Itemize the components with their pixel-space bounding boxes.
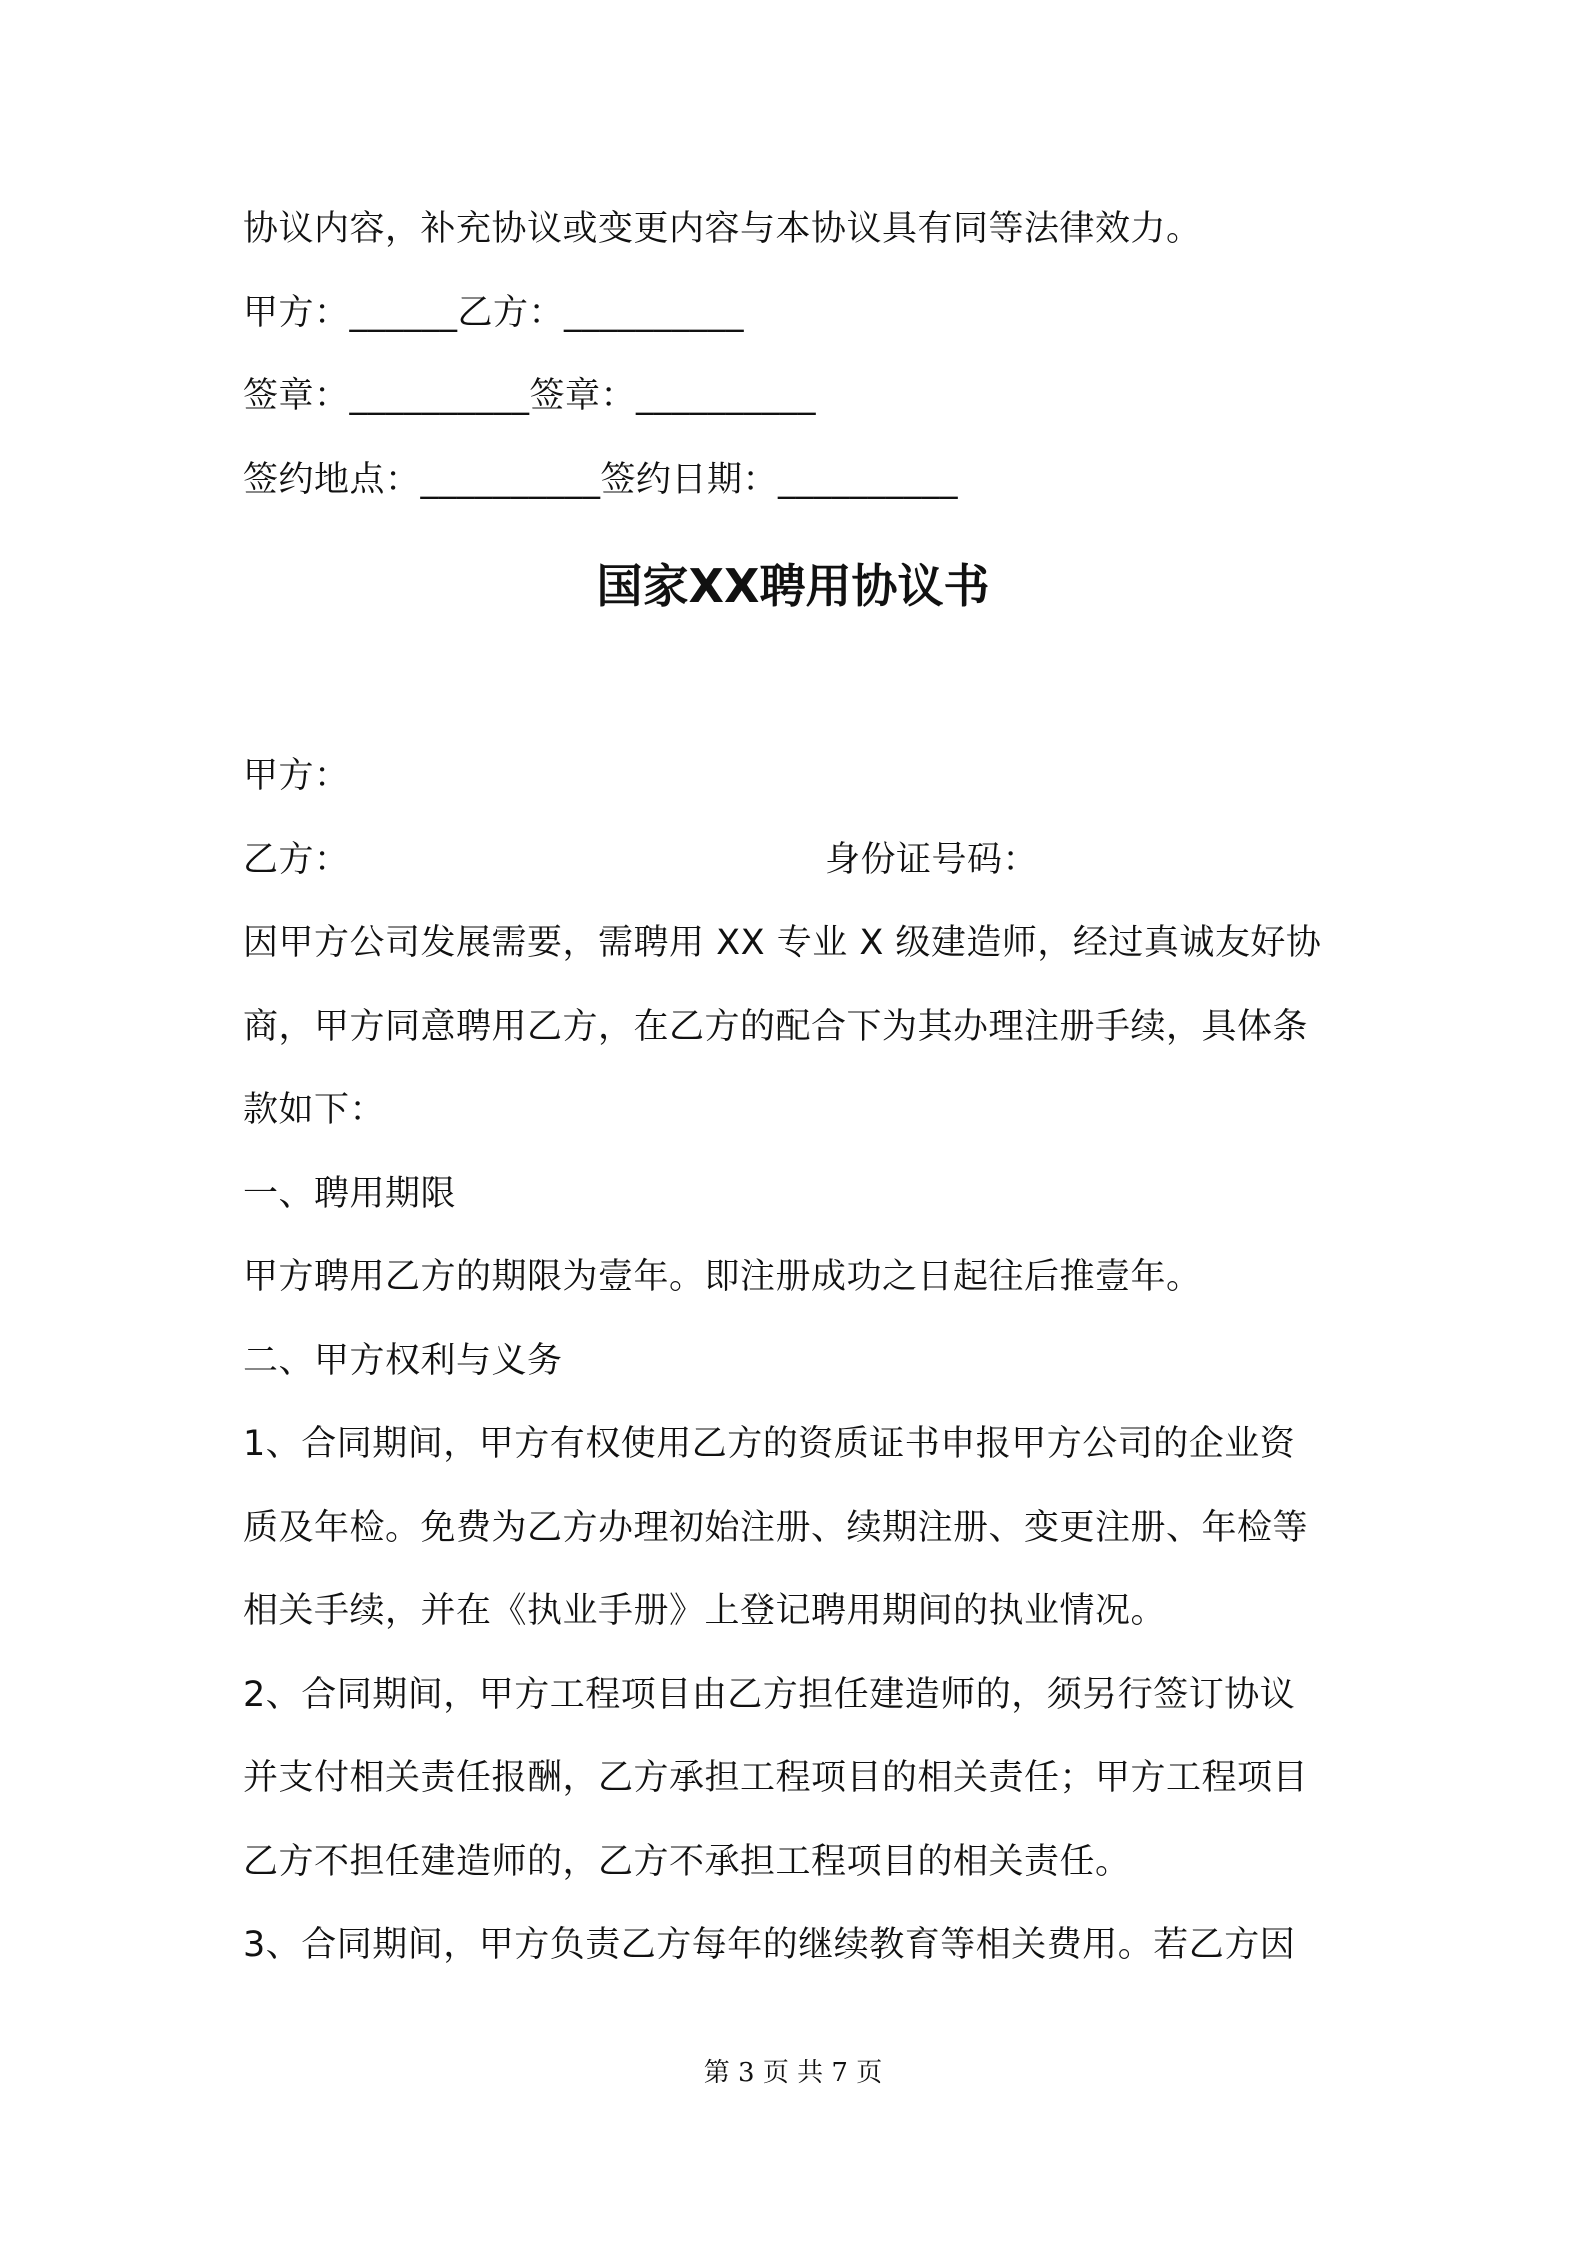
paragraph-line: 3、合同期间，甲方负责乙方每年的继续教育等相关费用。若乙方因 [243, 1925, 1296, 1965]
paragraph-line: 1、合同期间，甲方有权使用乙方的资质证书申报甲方公司的企业资 [243, 1424, 1296, 1464]
party-b-label: 乙方： [243, 840, 350, 880]
signature-line-place-date: 签约地点：__________签约日期：__________ [243, 460, 959, 500]
paragraph-line: 并支付相关责任报酬，乙方承担工程项目的相关责任；甲方工程项目 [243, 1758, 1309, 1798]
paragraph-line: 甲方聘用乙方的期限为壹年。即注册成功之日起往后推壹年。 [243, 1257, 1202, 1297]
signature-line-seals: 签章：__________签章：__________ [243, 376, 817, 416]
paragraph-line: 2、合同期间，甲方工程项目由乙方担任建造师的，须另行签订协议 [243, 1675, 1296, 1715]
party-a-label: 甲方： [243, 756, 350, 796]
paragraph-line: 相关手续，并在《执业手册》上登记聘用期间的执业情况。 [243, 1591, 1167, 1631]
paragraph-line: 因甲方公司发展需要，需聘用 XX 专业 X 级建造师，经过真诚友好协 [243, 923, 1322, 963]
id-number-label: 身份证号码： [825, 840, 1039, 880]
section-heading: 一、聘用期限 [243, 1174, 457, 1214]
paragraph-line: 乙方不担任建造师的，乙方不承担工程项目的相关责任。 [243, 1842, 1131, 1882]
paragraph-line: 质及年检。免费为乙方办理初始注册、续期注册、变更注册、年检等 [243, 1508, 1309, 1548]
page-number: 第 3 页 共 7 页 [703, 2058, 883, 2088]
signature-line-parties: 甲方：______乙方：__________ [243, 293, 745, 333]
paragraph-line: 款如下： [243, 1090, 386, 1130]
document-title: 国家XX聘用协议书 [596, 559, 990, 613]
paragraph-line: 商，甲方同意聘用乙方，在乙方的配合下为其办理注册手续，具体条 [243, 1007, 1309, 1047]
section-heading: 二、甲方权利与义务 [243, 1341, 563, 1381]
text-line: 协议内容，补充协议或变更内容与本协议具有同等法律效力。 [243, 209, 1202, 249]
